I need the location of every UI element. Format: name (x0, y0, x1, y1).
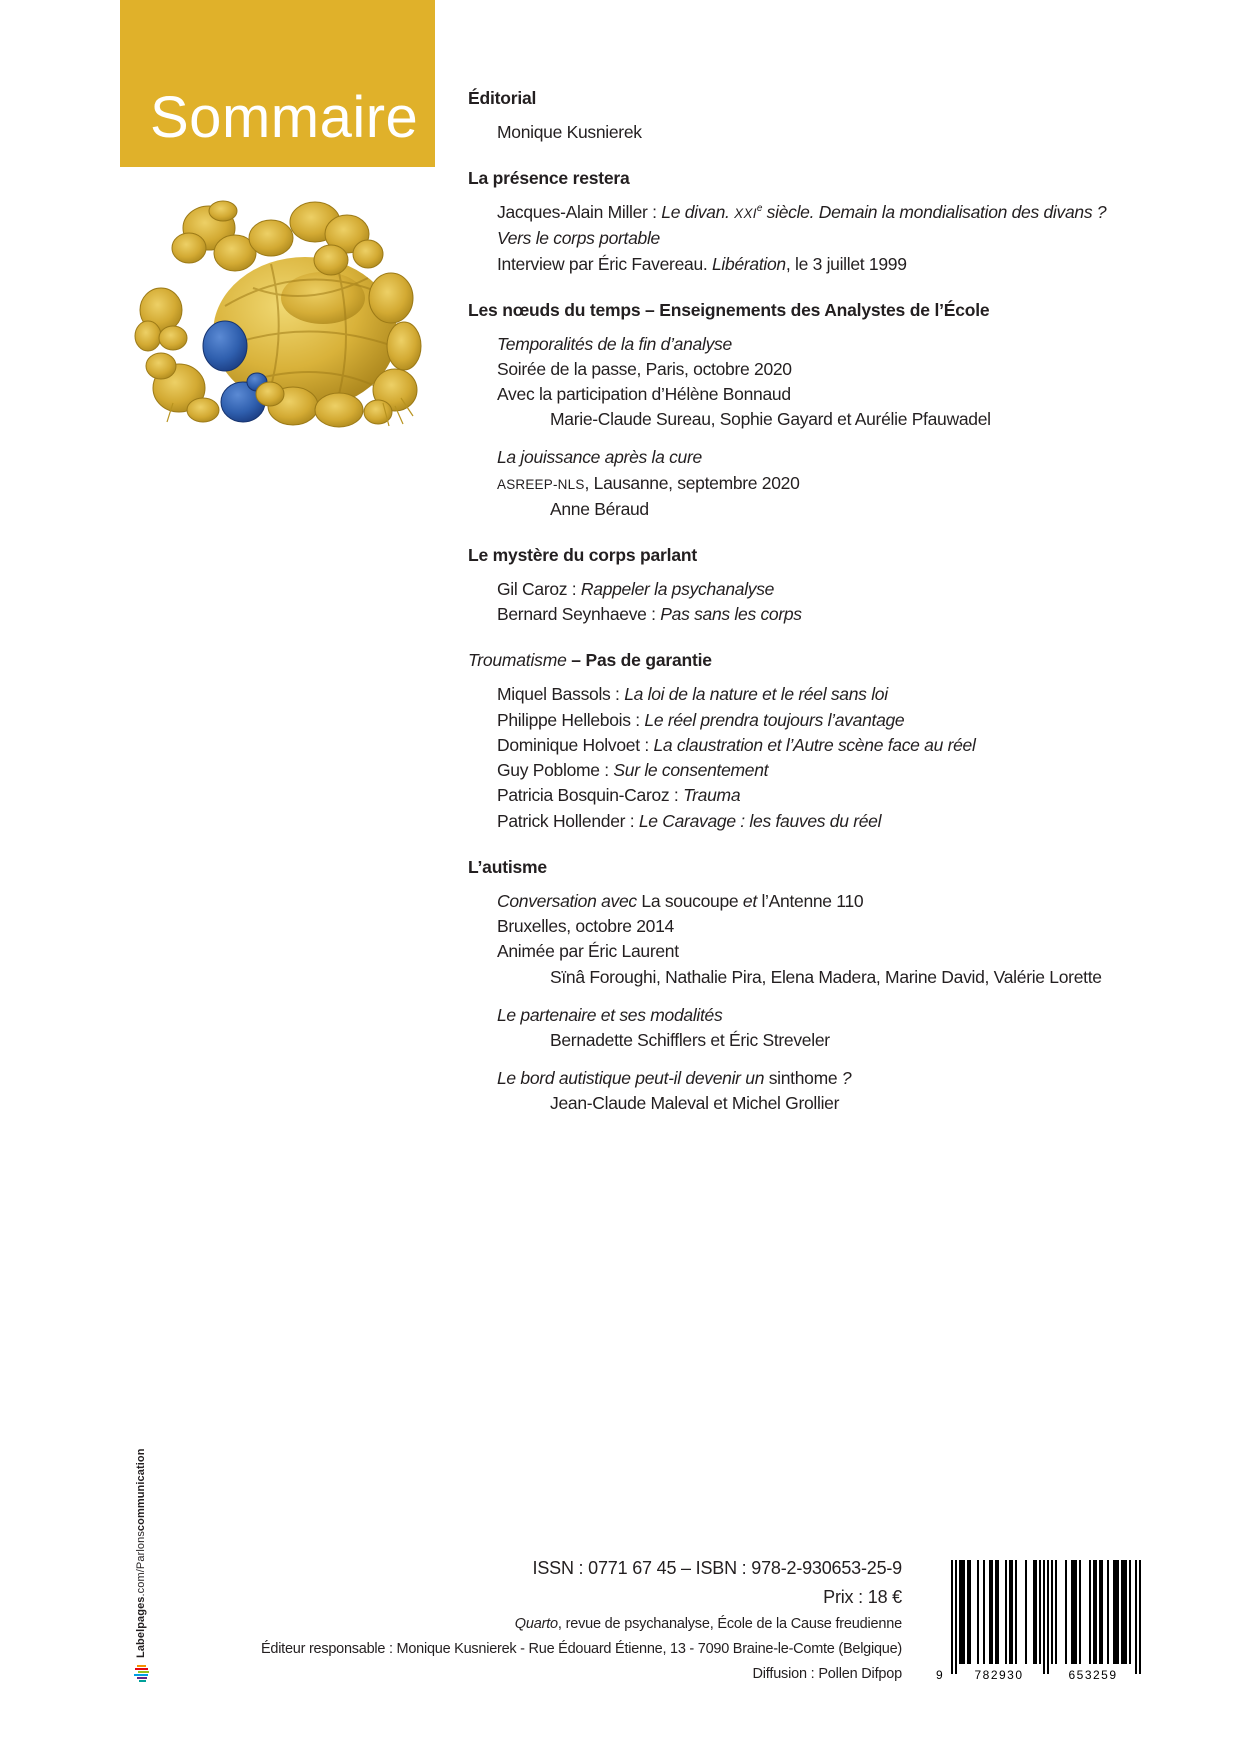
barcode-bar (1099, 1560, 1101, 1664)
barcode-bar (1065, 1560, 1067, 1664)
text-segment: , le 3 juillet 1999 (785, 253, 907, 274)
text-segment: sinthome (768, 1067, 838, 1088)
labelpages-logo-icon (134, 1664, 152, 1682)
toc-entry-line (468, 200, 1228, 226)
italic-title-segment: Sur le consentement (613, 760, 769, 781)
toc-entry-group (468, 445, 1228, 522)
italic-title-segment: Le divan. (661, 201, 735, 222)
toc-entry-line (468, 471, 1228, 497)
barcode-bar (1093, 1560, 1095, 1664)
italic-title-segment: Le partenaire et ses modalités (497, 1004, 723, 1025)
barcode-bar (1101, 1560, 1103, 1664)
barcode-bar (1051, 1560, 1053, 1664)
toc-section (468, 648, 1228, 834)
text-segment: , Lausanne, septembre 2020 (584, 472, 800, 493)
toc-section (468, 298, 1228, 523)
italic-title-segment: et (742, 890, 762, 911)
toc-entry-line (468, 939, 1228, 964)
barcode-bar (1121, 1560, 1123, 1664)
italic-title-segment: La loi de la nature et le réel sans loi (624, 684, 888, 705)
toc-section (468, 855, 1228, 1117)
italic-title-segment: Vers le corps portable (497, 228, 660, 249)
printer-credit (134, 1448, 148, 1658)
italic-title-segment: La claustration et l’Autre scène face au réel (653, 734, 976, 755)
superscript-segment: e (756, 202, 763, 214)
barcode-bar (1071, 1560, 1073, 1664)
bold-heading-segment: La présence restera (468, 167, 630, 188)
toc-entry-group (468, 200, 1228, 277)
toc-entry-line (468, 758, 1228, 783)
text-segment: La soucoupe (641, 890, 743, 911)
text-segment: Interview par Éric Favereau. (497, 253, 712, 274)
barcode-bar (989, 1560, 991, 1664)
toc-entry-line (468, 914, 1228, 939)
italic-title-segment: Temporalités de la fin d’analyse (497, 333, 732, 354)
text-segment: Gil Caroz : (497, 578, 581, 599)
barcode-bar (1035, 1560, 1037, 1664)
text-segment: Patricia Bosquin-Caroz : (497, 785, 684, 806)
text-segment: Monique Kusnierek (497, 121, 642, 142)
text-segment: Jacques-Alain Miller : (497, 201, 662, 222)
bold-heading-segment: L’autisme (468, 856, 547, 877)
toc-entry-line (468, 809, 1228, 834)
text-segment: Miquel Bassols : (497, 684, 625, 705)
barcode-bar (1033, 1560, 1035, 1664)
barcode-bar (983, 1560, 985, 1664)
barcode-bar (1005, 1560, 1007, 1664)
barcode-bar (1123, 1560, 1125, 1664)
barcode-bar (1079, 1560, 1081, 1664)
barcode-bar (977, 1560, 979, 1664)
toc-entry-line (468, 783, 1228, 808)
credit-domain-suffix: .com (135, 1572, 147, 1597)
barcode-bar (1095, 1560, 1097, 1664)
toc-entry-line (468, 252, 1228, 277)
toc-entry-group (468, 1066, 1228, 1117)
sommaire-header-box (120, 0, 435, 167)
toc-entry-line (468, 1003, 1228, 1028)
barcode-bar (1039, 1560, 1041, 1664)
section-heading (468, 648, 1228, 673)
toc-entry-line (468, 382, 1228, 407)
barcode-digit-prefix: 9 (936, 1668, 943, 1682)
text-segment: Animée par Éric Laurent (497, 941, 679, 962)
barcode-bar (961, 1560, 963, 1664)
barcode-bar (1125, 1560, 1127, 1664)
barcode-bar (967, 1560, 969, 1664)
barcode-bar (1009, 1560, 1011, 1664)
credit-brand-labelpages: Labelpages (135, 1596, 147, 1658)
barcode-bars (951, 1560, 1141, 1674)
toc-entry-group (468, 577, 1228, 628)
barcode-guard-bar (1043, 1560, 1045, 1674)
toc-section (468, 166, 1228, 277)
toc-section (468, 86, 1228, 145)
credit-brand-prefix: Parlons (135, 1531, 147, 1570)
toc-entry-line (468, 357, 1228, 382)
toc-section (468, 543, 1228, 628)
credit-brand-communication: communication (135, 1448, 147, 1532)
text-segment: Dominique Holvoet : (497, 734, 654, 755)
fabric-sculpture-illustration (133, 198, 423, 428)
bold-heading-segment: Le mystère du corps parlant (468, 544, 697, 565)
barcode-bar (997, 1560, 999, 1664)
barcode-bar (1129, 1560, 1131, 1664)
toc-entry-group (468, 682, 1228, 834)
barcode-bar (995, 1560, 997, 1664)
barcode-bar (991, 1560, 993, 1664)
toc-entry-line (468, 733, 1228, 758)
price-label: Prix : 18 € (823, 1587, 902, 1607)
toc-entry-line (468, 889, 1228, 914)
italic-title-segment: Conversation avec (497, 890, 642, 911)
barcode-bar (1089, 1560, 1091, 1664)
italic-title-segment: Le réel prendra toujours l’avantage (644, 709, 905, 730)
page-title: Sommaire (150, 85, 419, 150)
toc-author-line: Sïnâ Foroughi, Nathalie Pira, Elena Madera, Marine David, Valérie Lorette (550, 966, 1102, 987)
toc-entry-line (468, 120, 1228, 145)
toc-author-line: Jean-Claude Maleval et Michel Grollier (550, 1093, 840, 1114)
section-heading (468, 298, 1228, 323)
section-heading (468, 166, 1228, 191)
italic-title-segment: Le bord autistique peut-il devenir un (497, 1067, 769, 1088)
italic-title-segment: Trauma (683, 785, 741, 806)
toc-entry-group (468, 120, 1228, 145)
barcode-guard-bar (955, 1560, 957, 1674)
section-heading (468, 543, 1228, 568)
toc-entry-line (468, 602, 1228, 627)
table-of-contents (468, 86, 1228, 1116)
text-segment: Patrick Hollender : (497, 810, 639, 831)
toc-entry-group (468, 332, 1228, 433)
toc-entry-line (468, 226, 1228, 251)
italic-title-segment: ? (837, 1067, 852, 1088)
bold-heading-segment: Les nœuds du temps – Enseignements des Analystes de l’École (468, 299, 990, 320)
italic-title-segment: Le Caravage : les fauves du réel (638, 810, 882, 831)
distribution-line: Diffusion : Pollen Difpop (752, 1666, 902, 1682)
barcode-bar (1115, 1560, 1117, 1664)
barcode-guard-bar (1047, 1560, 1049, 1674)
toc-entry-group (468, 1003, 1228, 1054)
barcode-bar (1073, 1560, 1075, 1664)
barcode-bar (1107, 1560, 1109, 1664)
toc-entry-line (468, 1066, 1228, 1091)
barcode-bar (1075, 1560, 1077, 1664)
italic-title-segment: Libération (712, 253, 786, 274)
barcode-bar (1055, 1560, 1057, 1664)
credit-separator: / (135, 1569, 147, 1573)
barcode-guard-bar (951, 1560, 953, 1674)
barcode-bar (1015, 1560, 1017, 1664)
text-segment: Guy Poblome : (497, 760, 614, 781)
barcode-digits-right: 653259 (1068, 1668, 1118, 1682)
text-segment: Bernard Seynhaeve : (497, 604, 661, 625)
publisher-line: Éditeur responsable : Monique Kusnierek - Rue Édouard Étienne, 13 - 7090 Braine-le-Comte (Belgique) (260, 1641, 902, 1657)
italic-title-segment: Pas sans les corps (660, 604, 802, 625)
journal-title: Quarto (514, 1616, 558, 1632)
text-segment: Soirée de la passe, Paris, octobre 2020 (497, 358, 792, 379)
barcode-bar (959, 1560, 961, 1664)
text-segment: Philippe Hellebois : (497, 709, 645, 730)
toc-entry-line (468, 332, 1228, 357)
toc-entry-line (468, 577, 1228, 602)
italic-title-segment: siècle. Demain la mondialisation des divans ? (762, 201, 1107, 222)
toc-author-line: Marie-Claude Sureau, Sophie Gayard et Aurélie Pfauwadel (550, 409, 991, 430)
journal-description: , revue de psychanalyse, École de la Cause freudienne (557, 1616, 902, 1632)
section-heading (468, 855, 1228, 880)
bold-heading-segment: – Pas de garantie (566, 650, 712, 671)
barcode-bar (963, 1560, 965, 1664)
text-segment: Avec la participation d’Hélène Bonnaud (497, 384, 791, 405)
barcode-guard-bar (1139, 1560, 1141, 1674)
journal-line (515, 1615, 902, 1633)
small-caps-segment: XXI (734, 205, 757, 221)
isbn-barcode (936, 1560, 1141, 1684)
barcode-digits-left: 782930 (974, 1668, 1024, 1682)
barcode-bar (969, 1560, 971, 1664)
toc-author-line: Bernadette Schifflers et Éric Streveler (550, 1029, 830, 1050)
toc-entry-line (468, 708, 1228, 733)
barcode-bar (1113, 1560, 1115, 1664)
italic-title-segment: La jouissance après la cure (497, 447, 702, 468)
small-caps-segment: ASREEP-NLS (497, 476, 585, 492)
barcode-bar (1011, 1560, 1013, 1664)
italic-title-segment: Troumatisme (468, 650, 567, 671)
toc-entry-line (468, 445, 1228, 470)
barcode-bar (1117, 1560, 1119, 1664)
barcode-guard-bar (1135, 1560, 1137, 1674)
text-segment: Bruxelles, octobre 2014 (497, 915, 674, 936)
italic-title-segment: Rappeler la psychanalyse (580, 578, 775, 599)
bold-heading-segment: Éditorial (468, 88, 537, 108)
barcode-bar (1025, 1560, 1027, 1664)
text-segment: l’Antenne 110 (761, 890, 864, 911)
toc-entry-group (468, 889, 1228, 990)
toc-entry-line (468, 682, 1228, 707)
section-heading (468, 86, 1228, 111)
issn-isbn-line: ISSN : 0771 67 45 – ISBN : 978-2-930653-25-9 (532, 1558, 902, 1578)
toc-author-line: Anne Béraud (550, 498, 649, 519)
